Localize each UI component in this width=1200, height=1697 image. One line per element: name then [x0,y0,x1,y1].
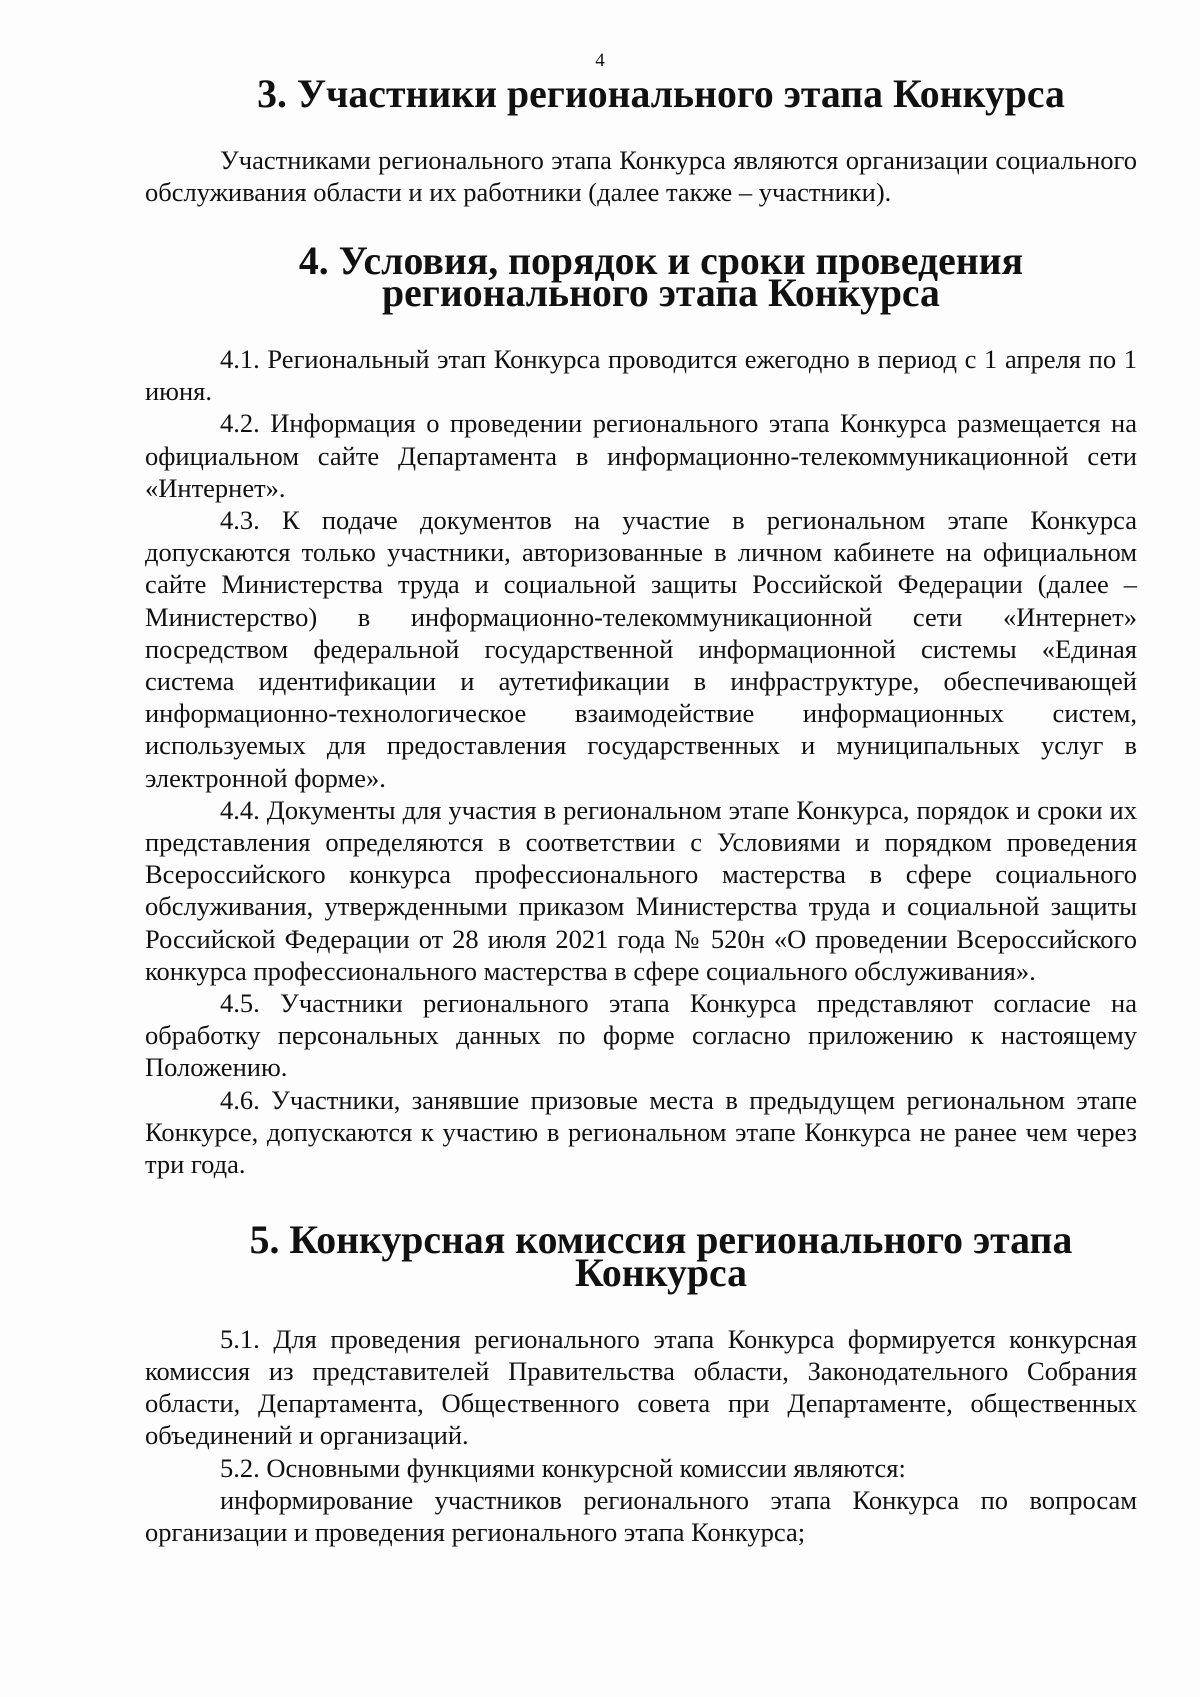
paragraph-4-5: 4.5. Участники регионального этапа Конкурса представляют согласие на обработку персональных данных по форме согласно приложению к настоящему Положению. [145,988,1137,1083]
paragraph-3-participants: Участниками регионального этапа Конкурса являются организации социального обслуживания области и их работники (далее также – участники). [145,145,1137,208]
paragraph-4-3: 4.3. К подаче документов на участие в региональном этапе Конкурса допускаются только участники, авторизованные в личном кабинете на официальном сайте Министерства труда и социальной защиты Российской Федерации (далее – Министерство) в информационно-телекоммуникационной сети «Интернет» посредством федеральной государственной информационной системы «Единая система идентификации и аутетификации в инфраструктуре, обеспечивающей информационно-технологическое взаимодействие информационных систем, используемых для предоставления государственных и муниципальных услуг в электронной форме». [145,505,1137,793]
paragraph-4-4: 4.4. Документы для участия в региональном этапе Конкурса, порядок и сроки их представления определяются в соответствии с Условиями и порядком проведения Всероссийского конкурса профессионального мастерства в сфере социального обслуживания, утвержденными приказом Министерства труда и социальной защиты Российской Федерации от 28 июля 2021 года № 520н «О проведении Всероссийского конкурса профессионального мастерства в сфере социального обслуживания». [145,794,1137,986]
paragraph-4-6: 4.6. Участники, занявшие призовые места в предыдущем региональном этапе Конкурсе, допускаются к участию в региональном этапе Конкурса не ранее чем через три года. [145,1084,1137,1180]
page-number: 4 [595,50,605,71]
paragraph-4-1: 4.1. Региональный этап Конкурса проводится ежегодно в период с 1 апреля по 1 июня. [145,344,1137,407]
section-title-line: 4. Условия, порядок и сроки проведения [298,238,1024,283]
section-3-title [145,72,1137,116]
section-4-title [145,238,1137,315]
section-title-line: 3. Участники регионального этапа Конкурса [257,72,1065,116]
section-title-line: регионального этапа Конкурса [382,270,940,315]
paragraph-5-1: 5.1. Для проведения регионального этапа Конкурса формируется конкурсная комиссия из представителей Правительства области, Законодательного Собрания области, Департамента, Общественного совета при Департаменте, общественных объединений и организаций. [145,1323,1137,1451]
section-title-line: 5. Конкурсная комиссия регионального этапа Конкурса [249,1218,1073,1295]
paragraph-5-2: 5.2. Основными функциями конкурсной комиссии являются: [220,1452,906,1483]
section-5-title [145,1218,1137,1295]
paragraph-5-2-item: информирование участников регионального этапа Конкурса по вопросам организации и проведения регионального этапа Конкурса; [145,1484,1137,1547]
paragraph-4-2: 4.2. Информация о проведении регионального этапа Конкурса размещается на официальном сайте Департамента в информационно-телекоммуникационной сети «Интернет». [145,408,1137,503]
document-body [145,72,1137,1548]
